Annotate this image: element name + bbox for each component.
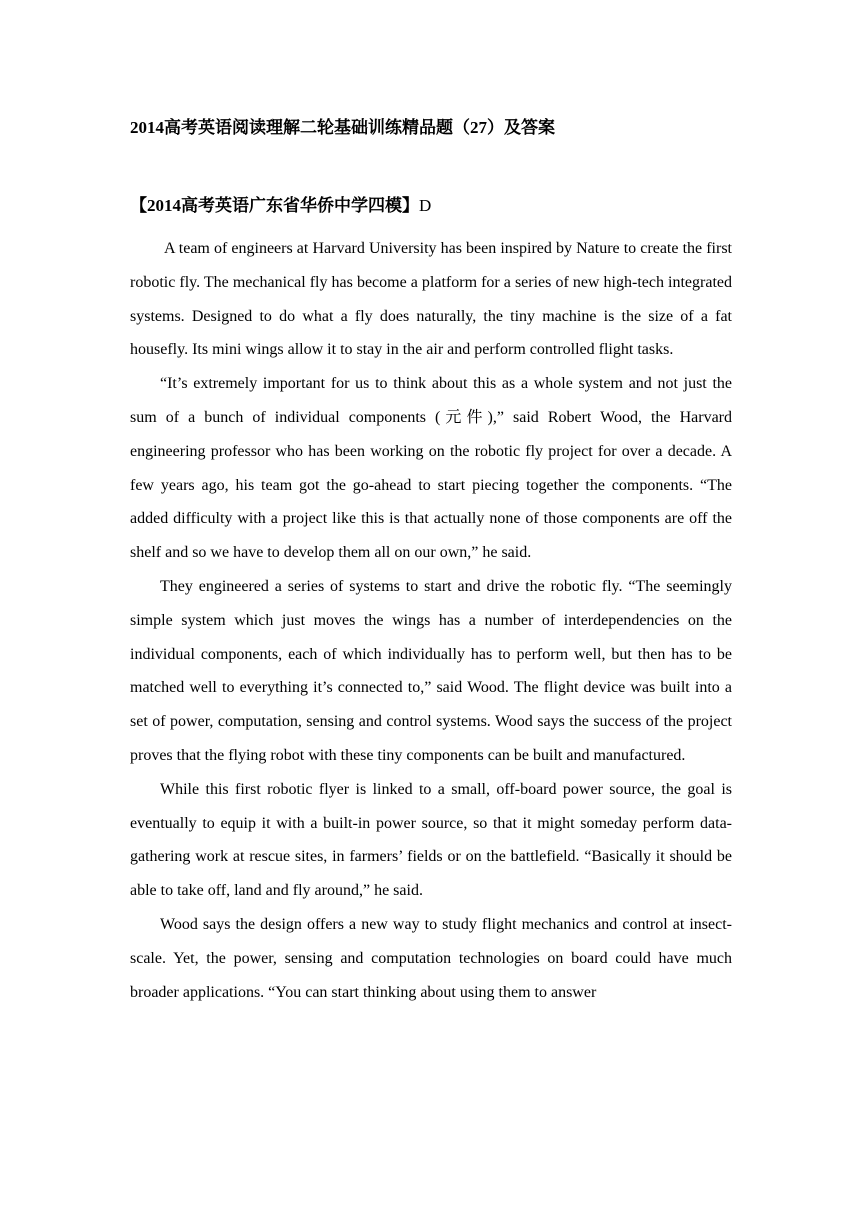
passage-paragraph-4: While this first robotic flyer is linked to a small, off-board power source, the goal is eventually to equip it with a built-in power source, so that it might someday perform data-gathering work at rescue sites, in farmers’ fields or on the battlefield. “Basically it should be able to take off, land and fly around,” he said.	[130, 780, 732, 900]
document-title: 2014高考英语阅读理解二轮基础训练精品题（27）及答案	[130, 118, 555, 137]
reading-passage	[130, 232, 732, 1009]
passage-paragraph-1: A team of engineers at Harvard University has been inspired by Nature to create the first robotic fly. The mechanical fly has become a platform for a series of new high-tech integrated systems. Designed to do what a fly does naturally, the tiny machine is the size of a fat housefly. Its mini wings allow it to stay in the air and perform controlled flight tasks.	[130, 240, 732, 359]
source-heading	[130, 194, 750, 218]
passage-letter: D	[419, 196, 432, 215]
source-label: 【2014高考英语广东省华侨中学四模】	[130, 196, 419, 215]
passage-paragraph-5: Wood says the design offers a new way to study flight mechanics and control at insect-scale. Yet, the power, sensing and computation technologies on board could have much broader applications. “You can start thinking about using them to answer	[130, 915, 732, 1001]
passage-paragraph-3: They engineered a series of systems to start and drive the robotic fly. “The seemingly simple system which just moves the wings has a number of interdependencies on the individual components, each of which individually has to perform well, but then has to be matched well to everything it’s connected to,” said Wood. The flight device was built into a set of power, computation, sensing and control systems. Wood says the success of the project proves that the flying robot with these tiny components can be built and manufactured.	[130, 577, 732, 764]
passage-paragraph-2: “It’s extremely important for us to think about this as a whole system and not just the sum of a bunch of individual components (元件),” said Robert Wood, the Harvard engineering professor who has been working on the robotic fly project for over a decade. A few years ago, his team got the go-ahead to start piecing together the components. “The added difficulty with a project like this is that actually none of those components are off the shelf and so we have to develop them all on our own,” he said.	[130, 375, 732, 562]
